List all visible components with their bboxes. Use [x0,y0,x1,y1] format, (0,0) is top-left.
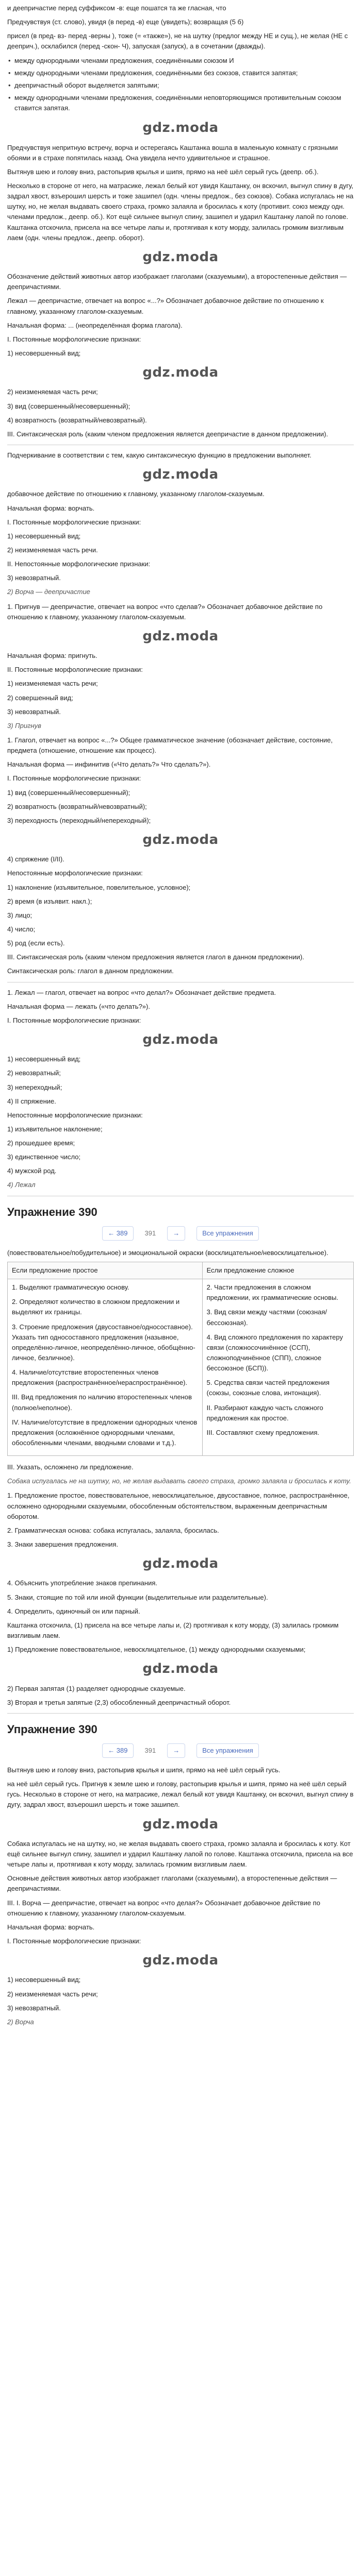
paragraph: 3) вид (совершенный/несовершенный); [7,402,130,410]
analysis-word: 2) Ворча [7,2018,34,2026]
paragraph: Каштанка отскочила, (1) присела на все четыре лапы и, (2) протягивая к коту морду, (3) залилась громким визгливым лаем. [7,1621,339,1639]
paragraph: 2) неизменяемая часть речи; [7,388,98,396]
paragraph: 1) вид (совершенный/несовершенный); [7,788,130,796]
paragraph: III. I. Ворча — деепричастие, отвечает на вопрос «что делая?» Обозначает добавочное действие по отношению к главному, указанному глаголом-сказуемым. [7,1899,320,1917]
paragraph: 4) число; [7,925,36,933]
paragraph: 2) совершенный вид; [7,693,73,702]
watermark: gdz.moda [142,120,219,136]
paragraph: 1) изъявительное наклонение; [7,1125,103,1133]
intro-lines [7,3,354,52]
intro-line: Предчувствуя (ст. слово), увидя (в перед -в) еще (увидеть); возвращая (5 б) [7,18,244,26]
paragraph: 3) невозвратный. [7,707,61,716]
paragraph: I. Постоянные морфологические признаки: [7,1016,141,1024]
paragraph: 5) род (если есть). [7,939,65,947]
paragraph: 3. Знаки завершения предложения. [7,1540,119,1548]
all-exercises-link[interactable]: Все упражнения [196,1743,259,1758]
paragraph: 2) Первая запятая (1) разделяет однородные сказуемые. [7,1684,186,1692]
current-exercise-number: 391 [144,1746,156,1754]
cell-line: 2. Определяют количество в сложном предложении и выделяют их границы. [12,1298,180,1316]
paragraph: III. Синтаксическая роль (каким членом предложения является деепричастие в данном предложении). [7,430,329,438]
paragraph: 4) спряжение (I/II). [7,855,64,863]
paragraph: Начальная форма — инфинитив («Что делать?» Что сделать?»). [7,760,211,769]
paragraph: Несколько в стороне от него, на матрасике, лежал белый кот увидя Каштанку, он вскочил, выгнул спину в дугу, задрал хвост, взъерошил шерсть и тоже зашипел (одн. члены предлож., без союзов). Собака испугалась не на шутку, но, не желая выдавать своего страха, громко залаяла и бросилась к коту (противит. союз между одн. членами предлож., деепр. об.). Кот ещё сильнее выгнул спину, зашипел и ударил Каштанку лапой по голове. Каштанка отскочила, присела на все четыре лапы и, протягивая к коту морду, залилась громким визгливым лаем (одн. члены предлож., деепр. оборот). [7,181,354,242]
parsed-sentence: Собака испугалась не на шутку, но, не желая выдавать своего страха, громко залаяла и бросилась к коту. [7,1477,351,1485]
watermark: gdz.moda [142,467,219,483]
paragraph: 1) несовершенный вид; [7,349,81,357]
cell-line: 1. Выделяют грамматическую основу. [12,1283,129,1292]
current-exercise-number: 391 [144,1229,156,1237]
paragraph: на неё шёл серый гусь. Пригнув к земле шею и голову, растопырив крылья и шипя, прямо на неё шёл серый гусь. Несколько в стороне от него, на матрасике, лежал белый кот увидя Каштанку, он вскочил, выгнул спину в дугу, задрал хвост, взъерошил шерсть и тоже зашипел. [7,1780,354,1809]
paragraph: 1. Пригнув — деепричастие, отвечает на вопрос «что сделав?» Обозначает добавочное действие по отношению к главному, указанному глаголом-сказуемым. [7,602,323,621]
paragraph: 2) возвратность (возвратный/невозвратный); [7,802,147,810]
cell-line: 5. Средства связи частей предложения (союзы, союзные слова, интонация). [206,1379,330,1397]
paragraph: 4) II спряжение. [7,1097,56,1105]
paragraph: 1) несовершенный вид; [7,1976,81,1984]
paragraph: Начальная форма: ворчать. [7,1923,95,1931]
exercise-section [7,1204,354,1708]
top-paragraphs [7,143,354,439]
paragraph: Вытянув шею и голову вниз, растопырив крылья и шипя, прямо на неё шёл серый гусь (деепр. об.). [7,167,319,176]
paragraph: Начальная форма: пригнуть. [7,652,97,660]
watermark: gdz.moda [142,365,219,381]
cell-line: 4. Вид сложного предложения по характеру связи (сложносочинённое (ССП), сложноподчинённое (СПП), сложное бессоюзное (БСП)). [206,1333,343,1372]
paragraph: Обозначение действий животных автор изображает глаголами (сказуемыми), а второстепенные действия — деепричастиями. [7,273,347,291]
paragraph: 5. Знаки, стоящие по той или иной функции (выделительные или разделительные). [7,1593,268,1601]
exercise-title: Упражнение 390 [7,1722,97,1736]
cell-line: 4. Наличие/отсутствие второстепенных членов предложения (распространённое/нераспространённое). [12,1368,188,1387]
block-two [7,450,354,977]
paragraph: Предчувствуя непритную встречу, ворча и остерегаясь Каштанка вошла в маленькую комнату с грязными обоями и в страхе попятилась назад. Она увидела нечто удивительное и страшное. [7,143,338,162]
rule-item: • между однородными членами предложения, соединёнными неповторяющимся противительным союзом ставится запятая. [14,93,354,113]
cell-line: II. Разбирают каждую часть сложного предложения как простое. [206,1403,323,1422]
paragraph: 3) Вторая и третья запятые (2,3) обособленный деепричастный оборот. [7,1698,231,1706]
paragraph: I. Постоянные морфологические признаки: [7,335,141,343]
paragraph: 3) лицо; [7,911,32,919]
paragraph: 1. Предложение простое, повествовательное, невосклицательное, двусоставное, полное, распространённое, осложнено однородными сказуемыми, обособленным обстоятельством, выраженным деепричастным оборотом. [7,1492,350,1520]
paragraph: 3) непереходный; [7,1083,62,1091]
paragraph: 1. Лежал — глагол, отвечает на вопрос «что делал?» Обозначает действие предмета. [7,988,276,996]
watermark: gdz.moda [142,1556,219,1572]
watermark: gdz.moda [142,1816,219,1832]
watermark: gdz.moda [142,1661,219,1677]
paragraph: Лежал — деепричастие, отвечает на вопрос «...?» Обозначает добавочное действие по отношению к главному, указанному глаголом-сказуемым. [7,297,324,315]
watermark: gdz.moda [142,1953,219,1969]
analysis-word: 4) Лежал [7,1181,36,1189]
paragraph: Начальная форма — лежать («что делать?»). [7,1002,150,1010]
paragraph: Вытянув шею и голову вниз, растопырив крылья и шипя, прямо на неё шёл серый гусь. [7,1766,281,1774]
block-three [7,988,354,1191]
next-exercise-button[interactable]: → [167,1743,185,1758]
prev-exercise-button[interactable]: ← 389 [102,1226,133,1241]
paragraph: 4) возвратность (возвратный/невозвратный). [7,416,147,424]
paragraph: Непостоянные морфологические признаки: [7,869,143,877]
cell-line: 3. Строение предложения (двусоставное/односоставное). Указать тип односоставного предложения (назывное, определённо-личное, неопределённо-личное, обобщённо-личное, безличное). [12,1323,195,1362]
cell-line: 2. Части предложения в сложном предложении, их грамматические основы. [206,1283,338,1302]
rule-item: • между однородными членами предложения, соединёнными без союзов, ставится запятая; [14,68,354,78]
table-header-right: Если предложение сложное [202,1262,353,1279]
divider [7,1713,354,1714]
all-exercises-link[interactable]: Все упражнения [196,1226,259,1241]
table-cell-right [202,1279,353,1456]
paragraph: 2) неизменяемая часть речи; [7,1990,98,1998]
rules-list [7,56,354,114]
paragraph: 2) время (в изъявит. накл.); [7,897,92,905]
table-header-left: Если предложение простое [8,1262,203,1279]
paragraph: I. Постоянные морфологические признаки: [7,774,141,783]
paragraph: I. Постоянные морфологические признаки: [7,1937,141,1945]
watermark: gdz.moda [142,832,219,848]
paragraph: I. Постоянные морфологические признаки: [7,518,141,526]
paragraph: 2. Грамматическая основа: собака испугалась, залаяла, бросилась. [7,1526,219,1534]
paragraph: Подчеркивание в соответствии с тем, какую синтаксическую функцию в предложении выполняет. [7,451,311,459]
paragraph: 3) невозвратный. [7,2004,61,2012]
table-row [8,1262,354,1279]
paragraph: 3) невозвратный. [7,574,61,582]
paragraph: 4. Объяснить употребление знаков препинания. [7,1579,157,1587]
paragraph: 1) Предложение повествовательное, невосклицательное, (1) между однородными сказуемыми; [7,1646,306,1654]
paragraph: 1) наклонение (изъявительное, повелительное, условное); [7,883,191,891]
paragraph: Начальная форма: ворчать. [7,504,95,512]
paragraph: II. Постоянные морфологические признаки: [7,666,143,674]
paragraph: 2) неизменяемая часть речи. [7,546,98,554]
paragraph: II. Непостоянные морфологические признаки: [7,560,151,568]
watermark: gdz.moda [142,628,219,644]
analysis-word: 3) Пригнув [7,721,41,730]
prev-exercise-button[interactable]: ← 389 [102,1743,133,1758]
intro-line: и деепричастие перед суффиксом -в: еще пошатся та же гласная, что [7,4,226,12]
cell-line: III. Вид предложения по наличию второстепенных членов (полное/неполное). [12,1393,192,1412]
paragraph: 3) переходность (переходный/непереходный); [7,816,151,824]
exercise-section-repeat [7,1721,354,2027]
paragraph: III. Указать, осложнено ли предложение. [7,1463,134,1471]
paragraph: добавочное действие по отношению к главному, указанному глаголом-сказуемым. [7,490,265,498]
paragraph: Основные действия животных автор изображает глаголами (сказуемыми), а второстепенные действия — деепричастиями. [7,1874,337,1893]
paragraph: Начальная форма: ... (неопределённая форма глагола). [7,321,183,329]
exercise-nav [7,1226,354,1241]
paragraph: 2) прошедшее время; [7,1139,75,1147]
paragraph: III. Синтаксическая роль (каким членом предложения является глагол в данном предложении). [7,953,304,961]
paragraph: 1. Глагол, отвечает на вопрос «...?» Общее грамматическое значение (обозначает действие, состояние, предмета (отношение, отношение как процесс). [7,736,333,755]
watermark: gdz.moda [142,1031,219,1047]
paragraph: 1) несовершенный вид; [7,532,81,540]
paragraph: (повествовательное/побудительное) и эмоциональной окраски (восклицательное/невосклицательное). [7,1248,329,1257]
paragraph: 4) мужской род. [7,1167,57,1175]
paragraph: 1) неизменяемая часть речи; [7,680,98,688]
cell-line: III. Составляют схему предложения. [206,1428,320,1436]
watermark: gdz.moda [142,249,219,265]
comparison-table [7,1262,354,1456]
rule-item: • деепричастный оборот выделяется запятыми; [14,80,354,91]
cell-line: IV. Наличие/отсутствие в предложении однородных членов предложения (осложнённое однородными членами, обособленными членами, вводными словами и т.д.). [12,1418,198,1447]
analysis-word: 2) Ворча — деепричастие [7,588,90,596]
paragraph: Собака испугалась не на шутку, но, не желая выдавать своего страха, громко залаяла и бросилась к коту. Кот ещё сильнее выгнул спину, зашипел и ударил Каштанку лапой по голове. Каштанка отскочила, присела на все четыре лапы и, протягивая к коту морду, залилась громким визгливым лаем. [7,1839,353,1869]
intro-line: присел (в пред- вз- перед -верны ), тоже (= «также»), не на шутку (предлог между НЕ и сущ.), не желая (НЕ с дееприч.), осклабился (перед -скон- Ч), запуская (запуск), а в сочетании (дважды). [7,32,348,50]
paragraph: Синтаксическая роль: глагол в данном предложении. [7,967,174,975]
exercise-nav [7,1743,354,1758]
paragraph: 4. Определить, одиночный он или парный. [7,1607,140,1615]
paragraph: 2) невозвратный; [7,1069,61,1077]
table-row [8,1279,354,1456]
exercise-title: Упражнение 390 [7,1205,97,1218]
paragraph: 1) несовершенный вид; [7,1055,81,1063]
paragraph: 3) единственное число; [7,1153,81,1161]
rule-item: • между однородными членами предложения, соединёнными союзом И [14,56,354,66]
table-cell-left [8,1279,203,1456]
cell-line: 3. Вид связи между частями (союзная/бессоюзная). [206,1308,327,1327]
paragraph: Непостоянные морфологические признаки: [7,1111,143,1119]
next-exercise-button[interactable]: → [167,1226,185,1241]
